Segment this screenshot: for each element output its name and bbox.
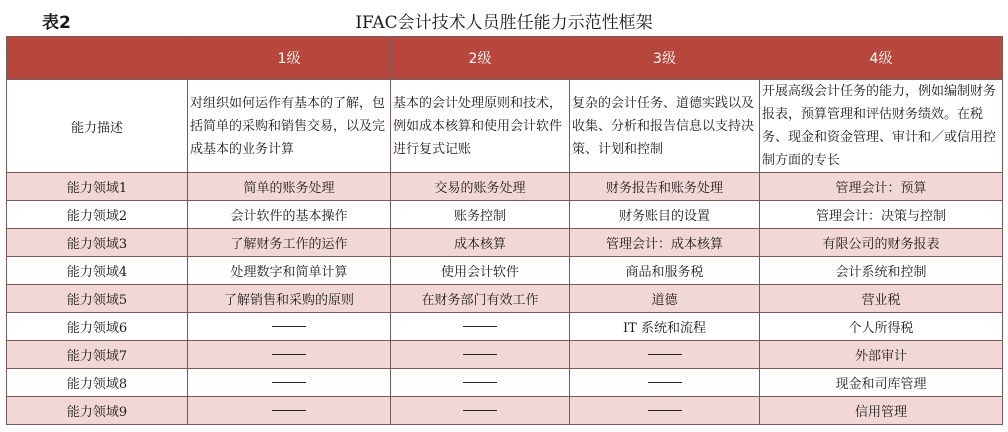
table-cell: 商品和服务税 bbox=[570, 257, 760, 285]
table-cell: 财务账目的设置 bbox=[570, 201, 760, 229]
table-cell: 在财务部门有效工作 bbox=[391, 285, 570, 313]
table-cell: 管理会计：决策与控制 bbox=[760, 201, 1003, 229]
description-row bbox=[7, 80, 1003, 173]
row-label: 能力领域3 bbox=[7, 229, 188, 257]
row-label: 能力领域9 bbox=[7, 397, 188, 425]
header-cell-level-2: 2级 bbox=[391, 37, 570, 80]
table-row bbox=[7, 341, 1003, 369]
row-label: 能力描述 bbox=[7, 80, 188, 173]
table-title: IFAC会计技术人员胜任能力示范性框架 bbox=[355, 13, 653, 33]
table-cell: 道德 bbox=[570, 285, 760, 313]
description-cell: 对组织如何运作有基本的了解，包括简单的采购和销售交易，以及完成基本的业务计算 bbox=[188, 80, 391, 173]
table-cell: 账务控制 bbox=[391, 201, 570, 229]
table-cell: 了解销售和采购的原则 bbox=[188, 285, 391, 313]
header-cell-level-4: 4级 bbox=[760, 37, 1003, 80]
table-row bbox=[7, 313, 1003, 341]
table-row bbox=[7, 369, 1003, 397]
dash-line bbox=[272, 410, 306, 411]
table-cell: 简单的账务处理 bbox=[188, 173, 391, 201]
dash-line bbox=[648, 410, 682, 411]
row-label: 能力领域7 bbox=[7, 341, 188, 369]
row-label: 能力领域4 bbox=[7, 257, 188, 285]
table-cell: 管理会计：预算 bbox=[760, 173, 1003, 201]
table-cell: 有限公司的财务报表 bbox=[760, 229, 1003, 257]
table-cell: 使用会计软件 bbox=[391, 257, 570, 285]
table-cell: 交易的账务处理 bbox=[391, 173, 570, 201]
dash-line bbox=[463, 382, 497, 383]
table-cell: 外部审计 bbox=[760, 341, 1003, 369]
empty-dash-cell bbox=[391, 397, 570, 425]
empty-dash-cell bbox=[391, 369, 570, 397]
empty-dash-cell bbox=[188, 313, 391, 341]
table-row bbox=[7, 257, 1003, 285]
empty-dash-cell bbox=[391, 341, 570, 369]
table-cell: 信用管理 bbox=[760, 397, 1003, 425]
table-cell: 处理数字和简单计算 bbox=[188, 257, 391, 285]
description-cell: 基本的会计处理原则和技术，例如成本核算和使用会计软件进行复式记账 bbox=[391, 80, 570, 173]
dash-line bbox=[272, 326, 306, 327]
empty-dash-cell bbox=[188, 397, 391, 425]
table-cell: 个人所得税 bbox=[760, 313, 1003, 341]
table-cell: 成本核算 bbox=[391, 229, 570, 257]
table-row bbox=[7, 229, 1003, 257]
dash-line bbox=[648, 382, 682, 383]
header-cell-level-1: 1级 bbox=[188, 37, 391, 80]
empty-dash-cell bbox=[570, 397, 760, 425]
empty-dash-cell bbox=[188, 369, 391, 397]
description-cell: 开展高级会计任务的能力，例如编制财务报表，预算管理和评估财务绩效。在税务、现金和资金管理、审计和／或信用控制方面的专长 bbox=[760, 80, 1003, 173]
table-row bbox=[7, 285, 1003, 313]
row-label: 能力领域1 bbox=[7, 173, 188, 201]
dash-line bbox=[272, 354, 306, 355]
table-row bbox=[7, 201, 1003, 229]
header-row bbox=[7, 37, 1003, 80]
row-label: 能力领域5 bbox=[7, 285, 188, 313]
table-cell: 会计软件的基本操作 bbox=[188, 201, 391, 229]
table-cell: IT 系统和流程 bbox=[570, 313, 760, 341]
dash-line bbox=[272, 382, 306, 383]
table-row bbox=[7, 397, 1003, 425]
table-cell: 现金和司库管理 bbox=[760, 369, 1003, 397]
table-cell: 管理会计：成本核算 bbox=[570, 229, 760, 257]
row-label: 能力领域2 bbox=[7, 201, 188, 229]
table-row bbox=[7, 173, 1003, 201]
table-number: 表2 bbox=[42, 13, 71, 33]
empty-dash-cell bbox=[391, 313, 570, 341]
header-cell-level-3: 3级 bbox=[570, 37, 760, 80]
table-cell: 了解财务工作的运作 bbox=[188, 229, 391, 257]
dash-line bbox=[463, 326, 497, 327]
empty-dash-cell bbox=[570, 369, 760, 397]
row-label: 能力领域8 bbox=[7, 369, 188, 397]
table-cell: 营业税 bbox=[760, 285, 1003, 313]
dash-line bbox=[463, 410, 497, 411]
empty-dash-cell bbox=[188, 341, 391, 369]
dash-line bbox=[648, 354, 682, 355]
header-cell-empty bbox=[7, 37, 188, 80]
title-bar bbox=[0, 0, 1008, 32]
empty-dash-cell bbox=[570, 341, 760, 369]
table-cell: 会计系统和控制 bbox=[760, 257, 1003, 285]
row-label: 能力领域6 bbox=[7, 313, 188, 341]
description-cell: 复杂的会计任务、道德实践以及收集、分析和报告信息以支持决策、计划和控制 bbox=[570, 80, 760, 173]
competency-table bbox=[6, 36, 1003, 425]
table-cell: 财务报告和账务处理 bbox=[570, 173, 760, 201]
dash-line bbox=[463, 354, 497, 355]
